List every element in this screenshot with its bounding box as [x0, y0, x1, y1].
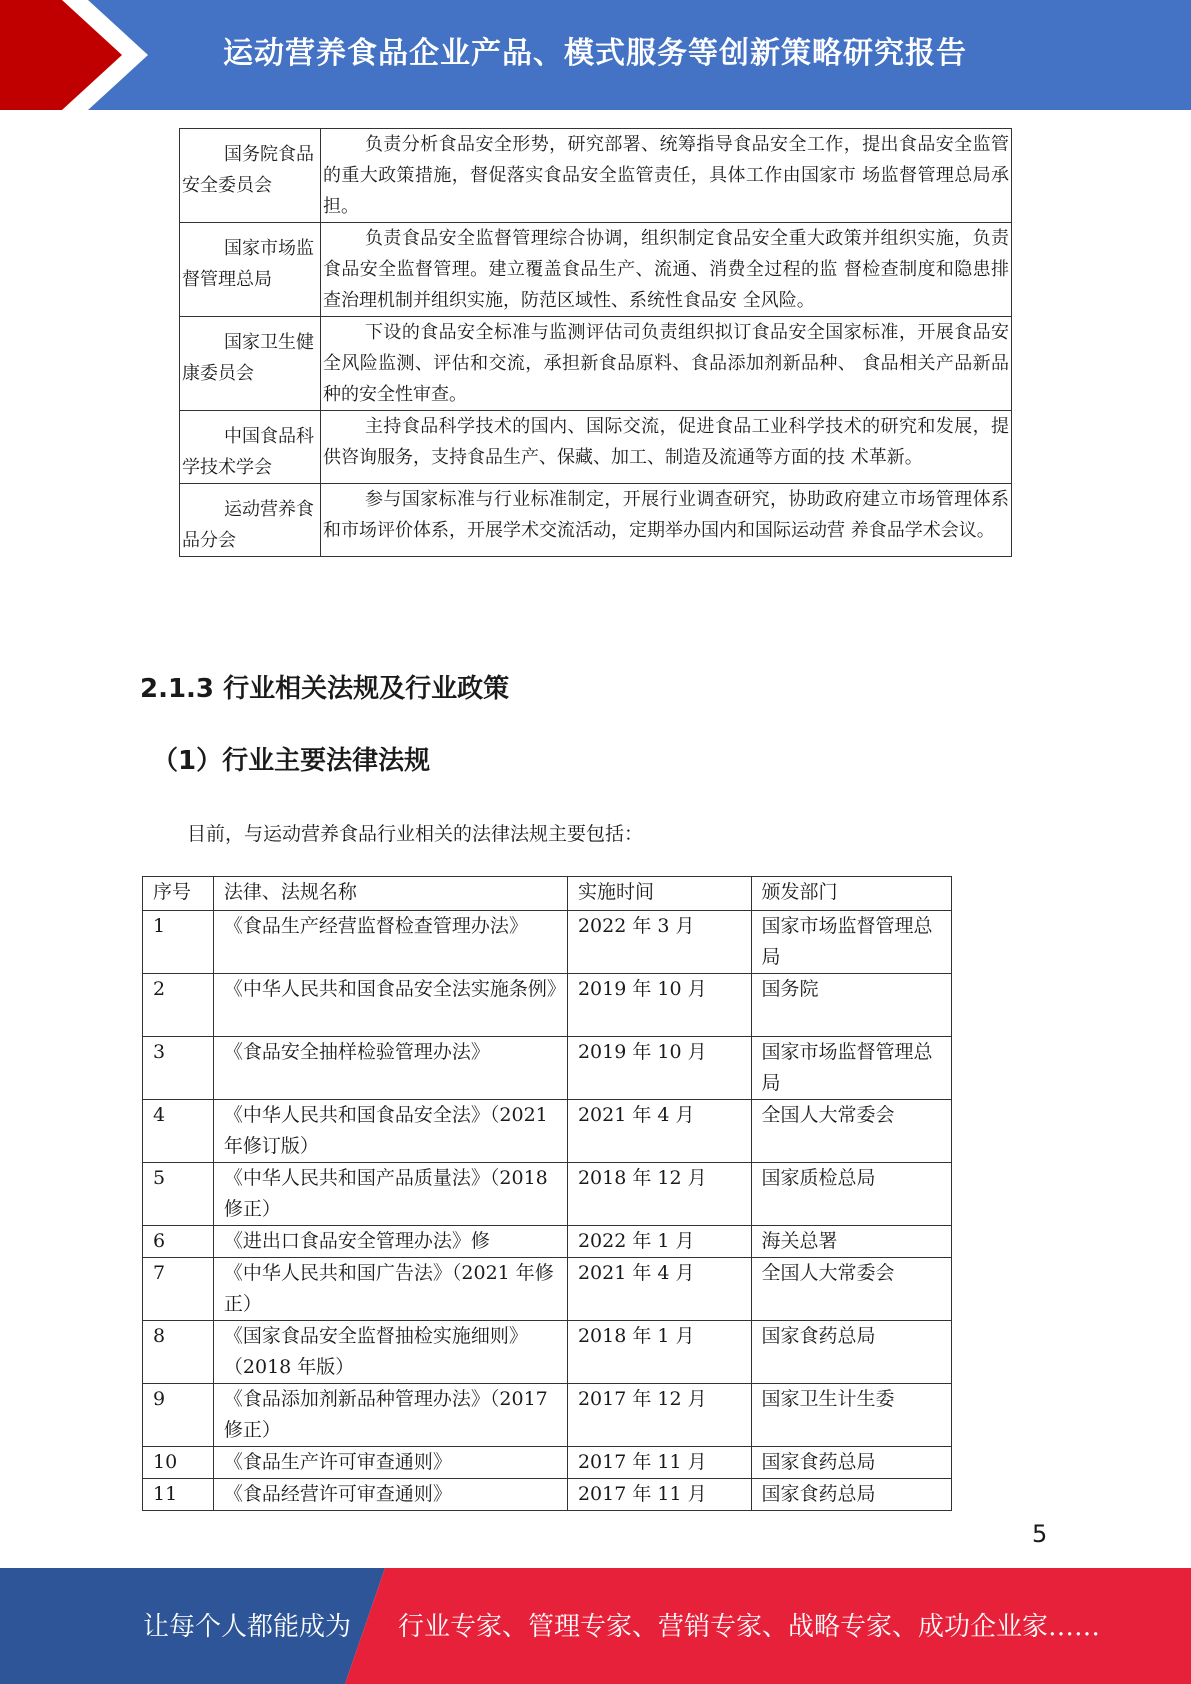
- table-row: [143, 974, 952, 1037]
- red-arrow-decoration: [0, 0, 150, 110]
- law-effective-date: 2018 年 12 月: [567, 1163, 751, 1226]
- law-table-header-row: [143, 877, 952, 911]
- agency-row: [180, 223, 1012, 317]
- table-row: [143, 1258, 952, 1321]
- law-number: 3: [143, 1037, 214, 1100]
- table-row: [143, 1100, 952, 1163]
- law-effective-date: 2018 年 1 月: [567, 1321, 751, 1384]
- law-name: 《食品安全抽样检验管理办法》: [213, 1037, 567, 1100]
- law-number: 6: [143, 1226, 214, 1258]
- agency-row: [180, 317, 1012, 411]
- agency-name: 国家市场监 督管理总局: [180, 223, 321, 317]
- footer-slogan-left: 让每个人都能成为: [143, 1612, 352, 1642]
- agency-name: 中国食品科 学技术学会: [180, 411, 321, 484]
- law-effective-date: 2019 年 10 月: [567, 974, 751, 1037]
- law-effective-date: 2021 年 4 月: [567, 1100, 751, 1163]
- law-effective-date: 2022 年 3 月: [567, 911, 751, 974]
- agency-name: 国家卫生健 康委员会: [180, 317, 321, 411]
- law-name: 《中华人民共和国广告法》（2021 年修正）: [213, 1258, 567, 1321]
- law-number: 8: [143, 1321, 214, 1384]
- agency-table: [179, 128, 1012, 557]
- table-row: [143, 1163, 952, 1226]
- agency-row: [180, 411, 1012, 484]
- law-effective-date: 2017 年 11 月: [567, 1447, 751, 1479]
- law-name: 《中华人民共和国食品安全法实施条例》: [213, 974, 567, 1037]
- law-name: 《进出口食品安全管理办法》修: [213, 1226, 567, 1258]
- law-number: 1: [143, 911, 214, 974]
- agency-description: 参与国家标准与行业标准制定，开展行业调查研究，协助政府建立市场管理体系和市场评价体系，开展学术交流活动，定期举办国内和国际运动营 养食品学术会议。: [321, 484, 1012, 557]
- page-header: [0, 0, 1191, 110]
- law-number: 5: [143, 1163, 214, 1226]
- law-number: 4: [143, 1100, 214, 1163]
- law-issuer: 全国人大常委会: [751, 1100, 951, 1163]
- table-row: [143, 1384, 952, 1447]
- subsection-heading: （1）行业主要法律法规: [152, 746, 431, 776]
- law-number: 2: [143, 974, 214, 1037]
- agency-name: 国务院食品 安全委员会: [180, 129, 321, 223]
- page-number: 5: [1032, 1520, 1048, 1548]
- law-issuer: 国家食药总局: [751, 1321, 951, 1384]
- agency-row: [180, 129, 1012, 223]
- table-row: [143, 911, 952, 974]
- law-name: 《食品添加剂新品种管理办法》（2017 修正）: [213, 1384, 567, 1447]
- law-issuer: 全国人大常委会: [751, 1258, 951, 1321]
- law-name: 《中华人民共和国食品安全法》（2021 年修订版）: [213, 1100, 567, 1163]
- header-cell-name: 法律、法规名称: [213, 877, 567, 911]
- law-issuer: 海关总署: [751, 1226, 951, 1258]
- law-effective-date: 2022 年 1 月: [567, 1226, 751, 1258]
- law-effective-date: 2017 年 12 月: [567, 1384, 751, 1447]
- law-name: 《国家食品安全监督抽检实施细则》 （2018 年版）: [213, 1321, 567, 1384]
- law-issuer: 国家市场监督管理总局: [751, 1037, 951, 1100]
- law-effective-date: 2017 年 11 月: [567, 1479, 751, 1511]
- agency-description: 主持食品科学技术的国内、国际交流，促进食品工业科学技术的研究和发展，提供咨询服务，支持食品生产、保藏、加工、制造及流通等方面的技 术革新。: [321, 411, 1012, 484]
- table-row: [143, 1037, 952, 1100]
- law-name: 《食品生产经营监督检查管理办法》: [213, 911, 567, 974]
- law-issuer: 国家食药总局: [751, 1479, 951, 1511]
- law-table: [142, 876, 952, 1511]
- table-row: [143, 1447, 952, 1479]
- report-title: 运动营养食品企业产品、模式服务等创新策略研究报告: [223, 36, 967, 71]
- agency-description: 负责食品安全监督管理综合协调，组织制定食品安全重大政策并组织实施，负责食品安全监督管理。建立覆盖食品生产、流通、消费全过程的监 督检查制度和隐患排查治理机制并组织实施，防范区域性、系统性食品安 全风险。: [321, 223, 1012, 317]
- law-issuer: 国务院: [751, 974, 951, 1037]
- agency-description: 下设的食品安全标准与监测评估司负责组织拟订食品安全国家标准，开展食品安全风险监测、评估和交流，承担新食品原料、食品添加剂新品种、 食品相关产品新品种的安全性审查。: [321, 317, 1012, 411]
- law-effective-date: 2019 年 10 月: [567, 1037, 751, 1100]
- law-effective-date: 2021 年 4 月: [567, 1258, 751, 1321]
- agency-description: 负责分析食品安全形势，研究部署、统筹指导食品安全工作，提出食品安全监管的重大政策措施，督促落实食品安全监管责任，具体工作由国家市 场监督管理总局承担。: [321, 129, 1012, 223]
- header-cell-number: 序号: [143, 877, 214, 911]
- law-issuer: 国家食药总局: [751, 1447, 951, 1479]
- agency-row: [180, 484, 1012, 557]
- law-name: 《中华人民共和国产品质量法》（2018 修正）: [213, 1163, 567, 1226]
- header-cell-date: 实施时间: [567, 877, 751, 911]
- law-issuer: 国家市场监督管理总局: [751, 911, 951, 974]
- footer-slogan-right: 行业专家、管理专家、营销专家、战略专家、成功企业家……: [398, 1612, 1101, 1642]
- table-row: [143, 1321, 952, 1384]
- law-number: 11: [143, 1479, 214, 1511]
- page-footer: [0, 1568, 1191, 1684]
- law-number: 10: [143, 1447, 214, 1479]
- law-name: 《食品经营许可审查通则》: [213, 1479, 567, 1511]
- law-issuer: 国家质检总局: [751, 1163, 951, 1226]
- law-name: 《食品生产许可审查通则》: [213, 1447, 567, 1479]
- agency-name: 运动营养食 品分会: [180, 484, 321, 557]
- law-issuer: 国家卫生计生委: [751, 1384, 951, 1447]
- law-number: 7: [143, 1258, 214, 1321]
- header-cell-issuer: 颁发部门: [751, 877, 951, 911]
- law-number: 9: [143, 1384, 214, 1447]
- section-heading: 2.1.3 行业相关法规及行业政策: [140, 674, 510, 704]
- table-row: [143, 1479, 952, 1511]
- table-row: [143, 1226, 952, 1258]
- intro-paragraph: 目前，与运动营养食品行业相关的法律法规主要包括：: [187, 823, 644, 845]
